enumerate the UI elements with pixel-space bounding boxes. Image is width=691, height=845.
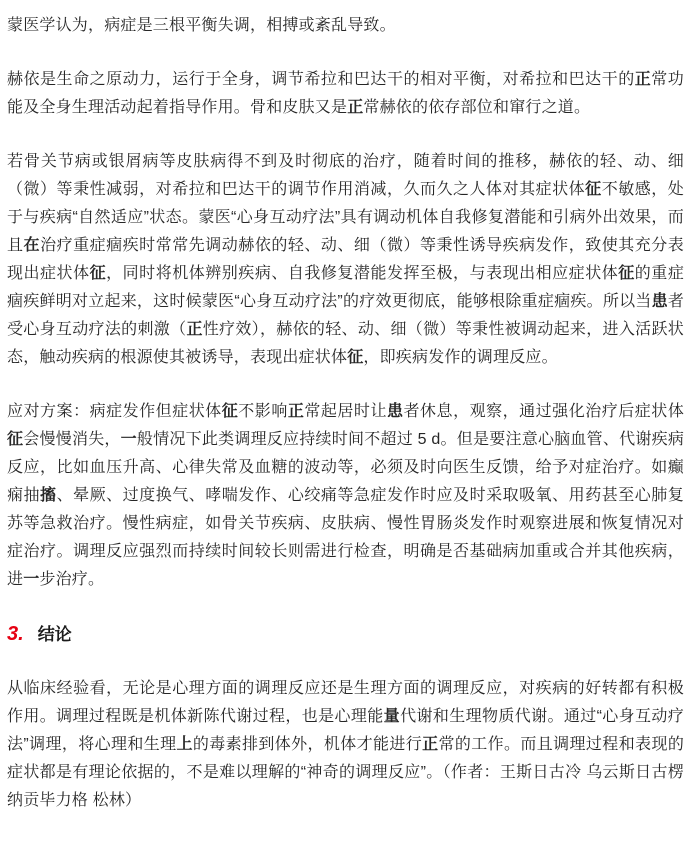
paragraph-response-plan: 应对方案：病症发作但症状体征不影响正常起居时让患者休息，观察，通过强化治疗后症状体征会慢慢消失，一般情况下此类调理反应持续时间不超过 5 d。但是要注意心脑血管、代谢疾病反应，比如血压升高、心律失常及血糖的波动等，必须及时向医生反馈，给予对症治疗。如癫痫抽搐、晕厥、过度换气、哮喘发作、心绞痛等急症发作时应及时采取吸氧、用药甚至心肺复苏等急救治疗。慢性病症，如骨关节疾病、皮肤病、慢性胃肠炎发作时观察进展和恢复情况对症治疗。调理反应强烈而持续时间较长则需进行检查，明确是否基础病加重或合并其他疾病，进一步治疗。 — [7, 403, 685, 588]
paragraph-heyi-lifeforce: 赫依是生命之原动力，运行于全身，调节希拉和巴达干的相对平衡，对希拉和巴达干的正常功能及全身生理活动起着指导作用。骨和皮肤又是正常赫依的依存部位和窜行之道。 — [7, 71, 685, 116]
section-number: 3. — [7, 623, 24, 645]
paragraph-three-roots: 蒙医学认为，病症是三根平衡失调，相搏或紊乱导致。 — [7, 17, 396, 34]
section-title: 结论 — [37, 625, 72, 644]
paragraph-conclusion: 从临床经验看，无论是心理方面的调理反应还是生理方面的调理反应，对疾病的好转都有积极作用。调理过程既是机体新陈代谢过程，也是心理能量代谢和生理物质代谢。通过“心身互动疗法”调理，将心理和生理上的毒素排到体外，机体才能进行正常的工作。而且调理过程和表现的症状都是有理论依据的，不是难以理解的“神奇的调理反应”。（作者：王斯日古冷 乌云斯日古楞 纳贡毕力格 松林） — [7, 680, 685, 809]
section-heading — [7, 620, 684, 649]
paragraph-therapy-mechanism: 若骨关节病或银屑病等皮肤病得不到及时彻底的治疗，随着时间的推移，赫依的轻、动、细（微）等秉性减弱，对希拉和巴达干的调节作用消减，久而久之人体对其症状体征不敏感，处于与疾病“自然适应”状态。蒙医“心身互动疗法”具有调动机体自我修复潜能和引病外出效果，而且在治疗重症痼疾时常常先调动赫依的轻、动、细（微）等秉性诱导疾病发作，致使其充分表现出症状体征，同时将机体辨别疾病、自我修复潜能发挥至极，与表现出相应症状体征的重症痼疾鲜明对立起来，这时候蒙医“心身互动疗法”的疗效更彻底，能够根除重症痼疾。所以当患者受心身互动疗法的刺激（正性疗效），赫依的轻、动、细（微）等秉性被调动起来，进入活跃状态，触动疾病的根源使其被诱导，表现出症状体征，即疾病发作的调理反应。 — [7, 153, 685, 366]
